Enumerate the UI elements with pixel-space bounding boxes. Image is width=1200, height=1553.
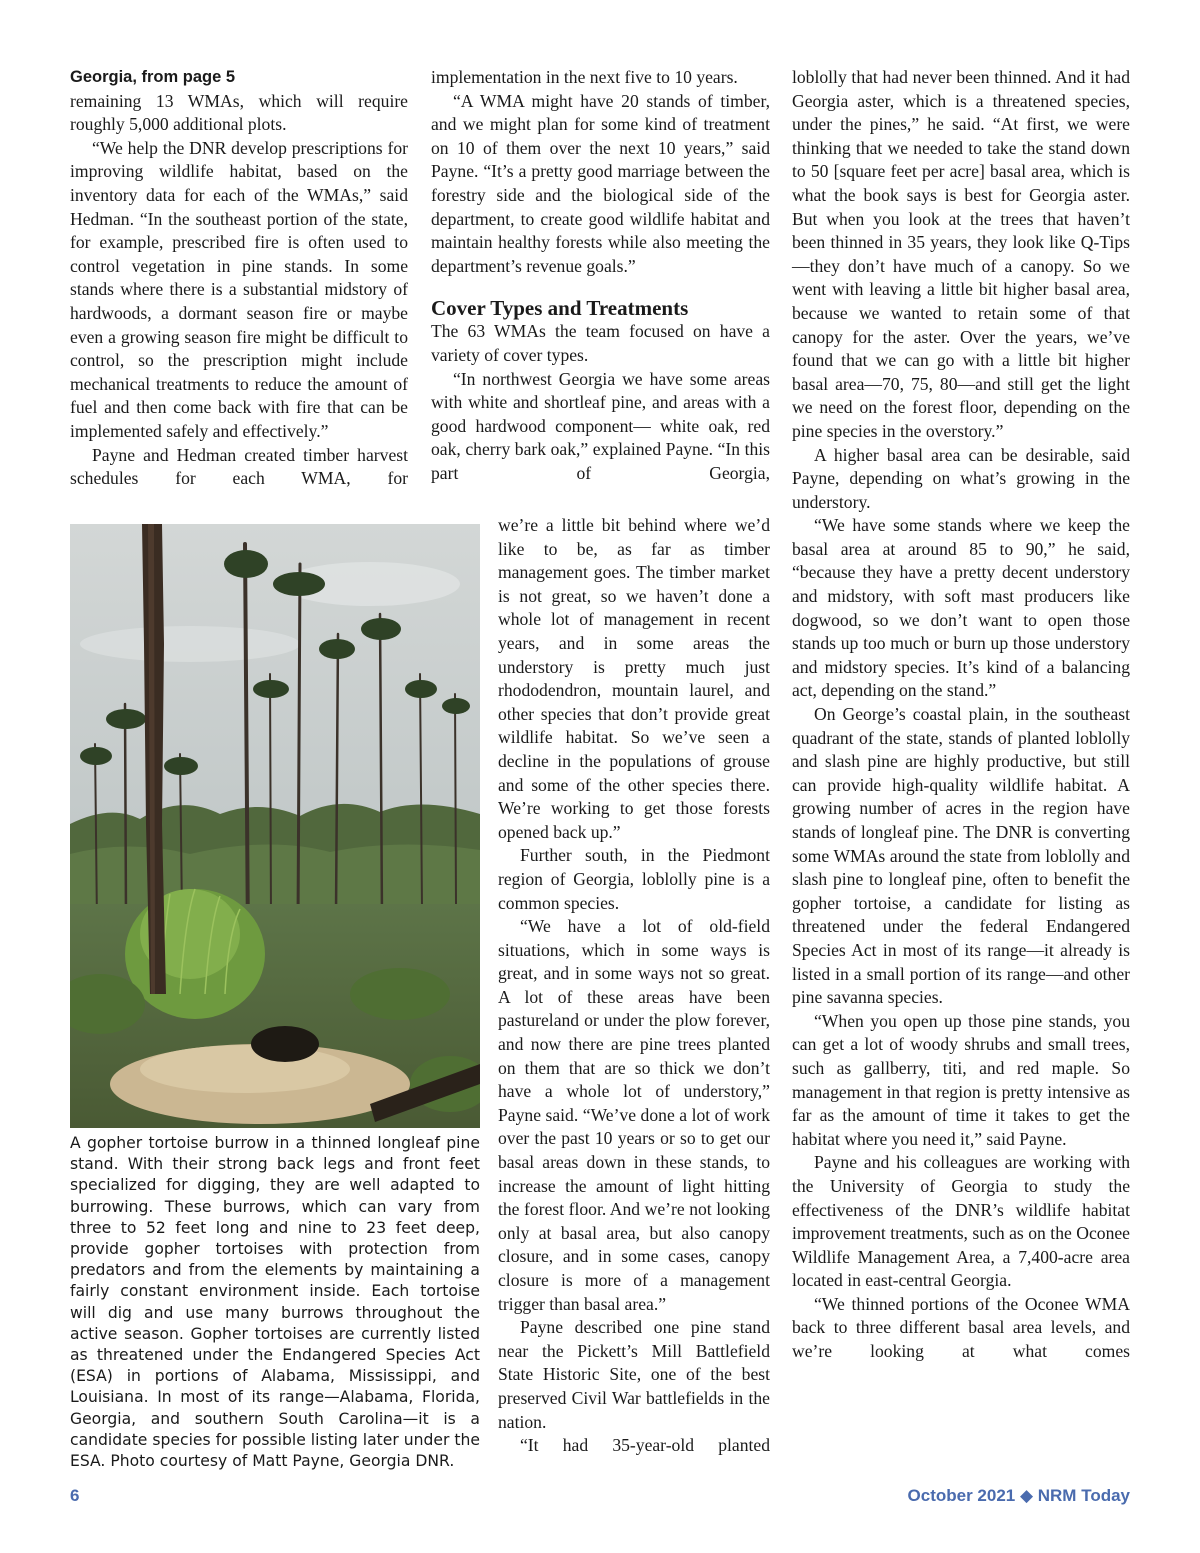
paragraph: “When you open up those pine stands, you can get a lot of woody shrubs and small trees, such as gallberry, titi, and red maple. So management in that region is pretty intensive as far as the amount of time it takes to get the habitat where you need it,” said Payne. <box>792 1010 1130 1149</box>
paragraph: “We help the DNR develop prescriptions for improving wildlife habitat, based on the inventory data for each of the WMAs,” said Hedman. “In the southeast portion of the state, for example, prescribed fire is often used to control vegetation in pine stands. In some stands where there is a substantial midstory of hardwoods, a dormant season fire or maybe even a growing season fire might be difficult to control, so the prescription might include mechanical treatments to reduce the amount of fuel and then come back with fire that can be implemented safely and effectively.” <box>70 137 408 441</box>
paragraph: loblolly that had never been thinned. And it had Georgia aster, which is a threatened species, under the pines,” he said. “At first, we were thinking that we needed to take the stand down to 50 [square feet per acre] basal area, which is what the book says is best for Georgia aster. But when you look at the trees that haven’t been thinned in 35 years, they look like Q-Tips—they don’t have much of a canopy. So we went with leaving a little bit higher basal area, because we wanted to retain some of that canopy for the aster. Over the years, we’ve found that we can go with a little bit higher basal area—70, 75, 80—and still get the light we need on the forest floor, depending on the pine species in the overstory.” <box>792 67 1130 441</box>
paragraph: “It had 35-year-old planted <box>520 1435 770 1456</box>
paragraph: The 63 WMAs the team focused on have a variety of cover types. <box>431 321 770 365</box>
pine-stand-photo <box>70 524 480 1128</box>
paragraph: we’re a little bit behind where we’d like to be, as far as timber management goes. The timber market is not great, so we haven’t done a whole lot of management in recent years, and in some areas the understory is pretty much just rhododendron, mountain laurel, and other species that don’t provide great wildlife habitat. So we’ve seen a decline in the populations of grouse and some of the other species there. We’re working to get those forests opened back up.” <box>498 515 770 842</box>
paragraph: Payne and Hedman created timber harvest schedules for each WMA, for <box>70 444 408 489</box>
paragraph: Payne and his colleagues are working with the University of Georgia to study the effectiveness of the DNR’s wildlife habitat improvement treatments, such as on the Oconee Wildlife Management Area, a 7,400-acre area located in east-central Georgia. <box>792 1152 1130 1291</box>
paragraph: remaining 13 WMAs, which will require roughly 5,000 additional plots. <box>70 90 408 135</box>
photo-caption: A gopher tortoise burrow in a thinned longleaf pine stand. With their strong back legs and front feet specialized for digging, they are well adapted to burrowing. These burrows, which can vary from three to 52 feet long and nine to 23 feet deep, provide gopher tortoises with protection from predators and from the elements by maintaining a fairly constant environment inside. Each tortoise will dig and use many burrows throughout the active season. Gopher tortoises are currently listed as threatened under the Endangered Species Act (ESA) in portions of Alabama, Mississippi, and Louisiana. In most of its range—Alabama, Florida, Georgia, and southern South Carolina—it is a candidate species for possible listing later under the ESA. Photo courtesy of Matt Payne, Georgia DNR. <box>70 1134 480 1471</box>
issue-label: October 2021 ◆ NRM Today <box>907 1486 1130 1505</box>
section-heading: Cover Types and Treatments <box>431 296 689 321</box>
paragraph: “We have some stands where we keep the basal area at around 85 to 90,” he said, “because they have a pretty decent understory and midstory, with soft mast producers like dogwood, so we don’t want to open those stands up too much or burn up those understory and midstory species. It’s kind of a balancing act, depending on the stand.” <box>792 515 1130 701</box>
column-1 <box>70 66 408 491</box>
paragraph: Further south, in the Piedmont region of Georgia, loblolly pine is a common species. <box>498 845 770 913</box>
photo-illustration <box>70 524 480 1128</box>
paragraph: “In northwest Georgia we have some areas with white and shortleaf pine, and areas with a good hardwood component— white oak, red oak, cherry bark oak,” explained Payne. “In this part of Georgia, <box>431 368 770 483</box>
continued-from-label: Georgia, from page 5 <box>70 68 236 86</box>
paragraph: Payne described one pine stand near the Pickett’s Mill Battlefield State Historic Site, one of the best preserved Civil War battlefields in the nation. <box>498 1317 770 1432</box>
paragraph: On George’s coastal plain, in the southeast quadrant of the state, stands of planted loblolly and slash pine are highly productive, but still can provide high-quality wildlife habitat. A growing number of acres in the region have stands of longleaf pine. The DNR is converting some WMAs around the state from loblolly and slash pine to longleaf pine, often to benefit the gopher tortoise, a candidate for listing as threatened under the federal Endangered Species Act in most of its range—it already is listed in a small portion of its range—and other pine savanna species. <box>792 704 1130 1008</box>
column-3 <box>792 66 1130 1364</box>
paragraph: “We have a lot of old-field situations, which in some ways is great, and in some ways not so great. A lot of these areas have been pastureland or under the plow forever, and now there are pine trees planted on them that are so thick we don’t have a whole lot of understory,” Payne said. “We’ve done a lot of work over the past 10 years or so to get our basal areas down in these stands, to increase the amount of light hitting the forest floor. And we’re not looking only at basal area, but also canopy closure, and in some cases, canopy closure is more of a management trigger than basal area.” <box>498 916 770 1314</box>
paragraph: “We thinned portions of the Oconee WMA back to three different basal area levels, and we’re looking at what comes <box>792 1293 1130 1362</box>
page-number: 6 <box>70 1486 80 1505</box>
paragraph: implementation in the next five to 10 years. <box>431 67 738 87</box>
paragraph: A higher basal area can be desirable, said Payne, depending on what’s growing in the understory. <box>792 444 1130 512</box>
column-2-narrow <box>498 514 770 1458</box>
paragraph: “A WMA might have 20 stands of timber, and we might plan for some kind of treatment on 10 of them over the next 10 years,” said Payne. “It’s a pretty good marriage between the forestry side and the biological side of the department, to create good wildlife habitat and maintain healthy forests while also meeting the department’s revenue goals.” <box>431 90 770 276</box>
column-2 <box>431 66 770 486</box>
